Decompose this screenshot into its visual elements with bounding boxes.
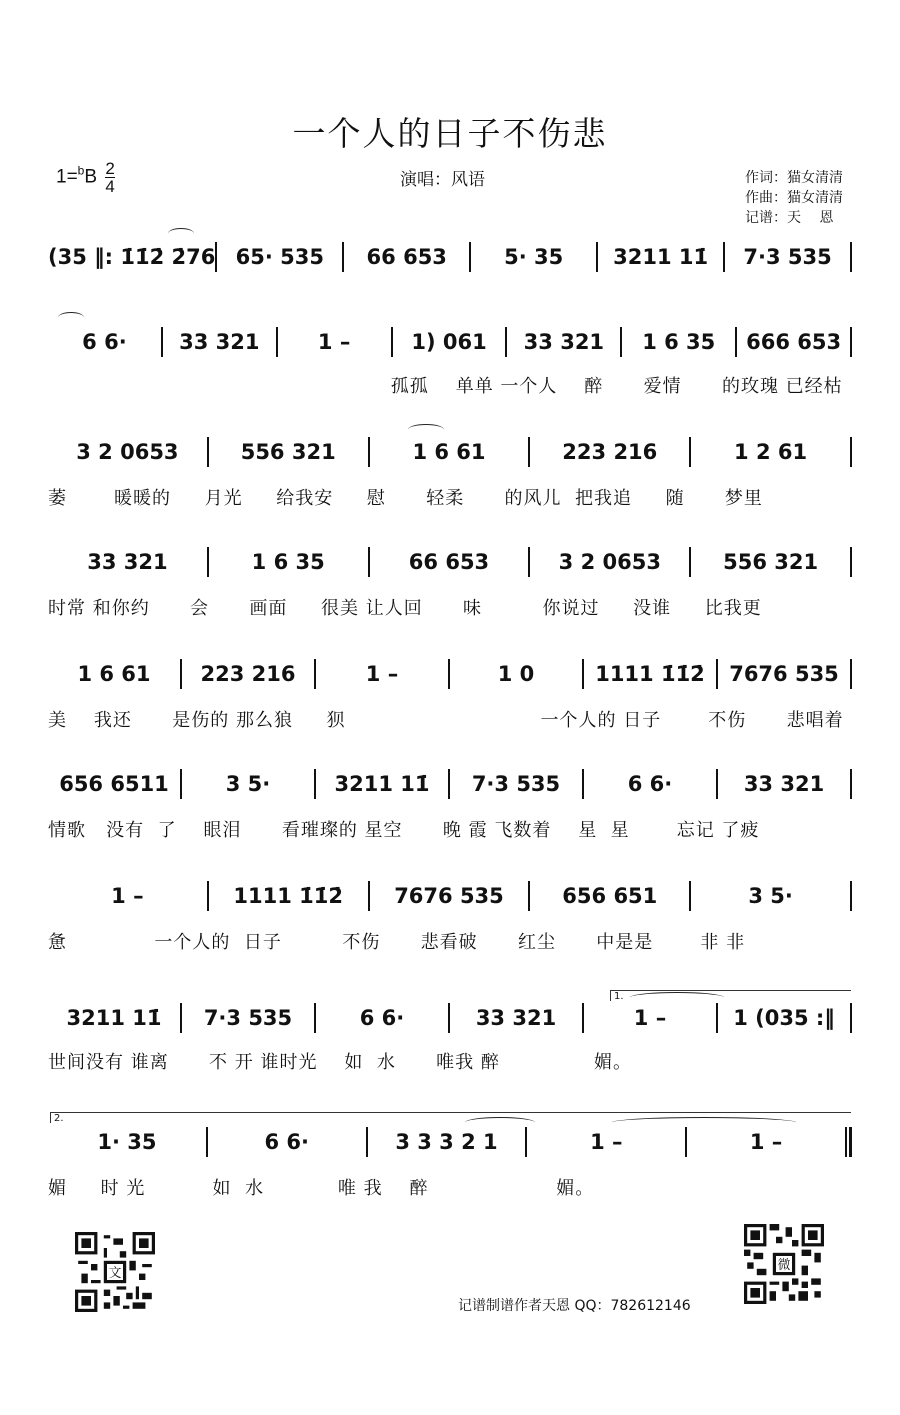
measure: 33 321 xyxy=(475,1006,557,1030)
notation-system xyxy=(48,996,852,1040)
measure: 33 321 xyxy=(523,330,605,354)
measure: 33 321 xyxy=(179,330,260,354)
measure: 3211 11̇ xyxy=(334,772,430,796)
measure: 6 6· xyxy=(359,1006,405,1030)
measure: 7676 535 xyxy=(729,662,839,686)
measure: 1111 1̇1̇2̇ xyxy=(595,662,705,686)
measure: 6 6· xyxy=(627,772,673,796)
measure: 66 653 xyxy=(366,245,447,269)
measure: 1 (035 :‖ xyxy=(733,1006,835,1030)
measure: (35 ‖: 1̇1̇2̇ 2̇76 xyxy=(48,245,216,269)
measure: 33 321 xyxy=(87,550,168,574)
qr-code-right-image xyxy=(744,1224,824,1304)
measure: 656 651 xyxy=(562,884,658,908)
slur xyxy=(58,312,84,323)
notation-system xyxy=(48,762,852,806)
measure: 1 – xyxy=(111,884,144,908)
measure: 1 0 xyxy=(497,662,535,686)
time-bottom: 4 xyxy=(105,177,115,196)
measure: 66 653 xyxy=(408,550,490,574)
notation-system xyxy=(48,652,852,696)
measure: 223 216 xyxy=(200,662,296,686)
notation-system xyxy=(48,430,852,474)
measure: 6 6· xyxy=(82,330,127,354)
barline xyxy=(850,659,852,689)
lyricist-credit: 作词：猫女清清 xyxy=(745,170,843,186)
measure: 1 – xyxy=(749,1130,783,1154)
composer-credit: 作曲：猫女清清 xyxy=(745,190,843,206)
measure: 1 6 61 xyxy=(77,662,151,686)
measure: 3 5· xyxy=(225,772,271,796)
measure: 666 653 xyxy=(746,330,842,354)
notation-system xyxy=(48,320,852,364)
footer-credit: 记谱制谱作者天恩 QQ：782612146 xyxy=(458,1298,691,1314)
slur xyxy=(408,424,444,435)
barline xyxy=(850,769,852,799)
barline xyxy=(850,881,852,911)
key-signature xyxy=(56,160,115,195)
measure: 556 321 xyxy=(723,550,819,574)
measure: 6 6· xyxy=(264,1130,309,1154)
barline xyxy=(850,437,852,467)
barline xyxy=(850,242,852,272)
measure: 7·3 535 xyxy=(743,245,832,269)
barline xyxy=(845,1127,852,1157)
measure: 1 2 61 xyxy=(734,440,808,464)
measure: 3 2 0653 xyxy=(558,550,661,574)
lyrics-line: 美 我还 是伤的 那么狼 狈 一个人的 日子 不伤 悲唱着 xyxy=(48,710,844,731)
key-note: B xyxy=(84,166,98,188)
key-prefix: 1= xyxy=(56,166,78,188)
qr-code-right xyxy=(744,1224,824,1304)
measure: 1 – xyxy=(317,330,351,354)
measure: 1 6 35 xyxy=(251,550,325,574)
volta-first-label: 1. xyxy=(614,991,624,1002)
qr-code-left xyxy=(75,1232,155,1312)
song-title: 一个人的日子不伤悲 xyxy=(292,114,608,153)
measure: 223 216 xyxy=(562,440,658,464)
volta-second-label: 2. xyxy=(54,1113,64,1124)
notation-system xyxy=(48,874,852,918)
barline xyxy=(850,547,852,577)
slur xyxy=(465,1117,535,1128)
qr-code-left-image xyxy=(75,1232,155,1312)
measure: 7·3 535 xyxy=(203,1006,293,1030)
time-signature xyxy=(105,160,114,195)
measure: 1· 35 xyxy=(97,1130,157,1154)
measure: 5· 35 xyxy=(504,245,564,269)
notation-system xyxy=(48,540,852,584)
measure: 1 – xyxy=(590,1130,623,1154)
barline xyxy=(850,327,852,357)
measure: 1111 1̇1̇2̇ xyxy=(233,884,343,908)
lyrics-line: 孤孤 单单 一个人 醉 爱情 的玫瑰 已经枯 xyxy=(48,376,843,397)
measure: 656 6511 xyxy=(59,772,169,796)
slur xyxy=(612,1117,796,1128)
slur xyxy=(168,228,194,239)
measure: 7676 535 xyxy=(394,884,504,908)
measure: 1 – xyxy=(365,662,399,686)
credits xyxy=(745,168,843,228)
slur xyxy=(630,992,724,1003)
lyrics-line: 惫 一个人的 日子 不伤 悲看破 红尘 中是是 非 非 xyxy=(48,932,746,953)
qr-right-label: 微 xyxy=(777,1257,791,1273)
measure: 1 6 35 xyxy=(642,330,716,354)
lyrics-line: 时常 和你约 会 画面 很美 让人回 味 你说过 没谁 比我更 xyxy=(48,598,762,619)
notation-system xyxy=(48,235,852,279)
lyrics-line: 萎 暖暖的 月光 给我安 慰 轻柔 的风儿 把我追 随 梦里 xyxy=(48,488,763,509)
measure: 7·3 535 xyxy=(471,772,561,796)
measure: 3211 11̇ xyxy=(613,245,709,269)
measure: 3 3 3 2 1 xyxy=(395,1130,498,1154)
transcriber-credit: 记谱：天 恩 xyxy=(745,210,834,226)
measure: 1 6 61 xyxy=(412,440,486,464)
measure: 3 2 0653 xyxy=(76,440,179,464)
measure: 3 5· xyxy=(748,884,793,908)
measure: 1) 061 xyxy=(411,330,487,354)
measure: 65· 535 xyxy=(235,245,324,269)
qr-left-label: 文 xyxy=(108,1265,122,1281)
lyrics-line: 情歌 没有 了 眼泪 看璀璨的 星空 晚 霞 飞数着 星 星 忘记 了疲 xyxy=(48,820,760,841)
lyrics-line: 世间没有 谁离 不 开 谁时光 如 水 唯我 醉 媚。 xyxy=(48,1052,632,1073)
key-flat: b xyxy=(77,163,85,178)
lyrics-line: 媚 时 光 如 水 唯 我 醉 媚。 xyxy=(48,1178,595,1199)
singer-credit: 演唱：风语 xyxy=(400,170,485,190)
measure: 33 321 xyxy=(743,772,825,796)
measure: 3211 11̇ xyxy=(66,1006,162,1030)
barline xyxy=(850,1003,852,1033)
time-top: 2 xyxy=(105,159,115,178)
measure: 1 – xyxy=(633,1006,667,1030)
measure: 556 321 xyxy=(240,440,336,464)
